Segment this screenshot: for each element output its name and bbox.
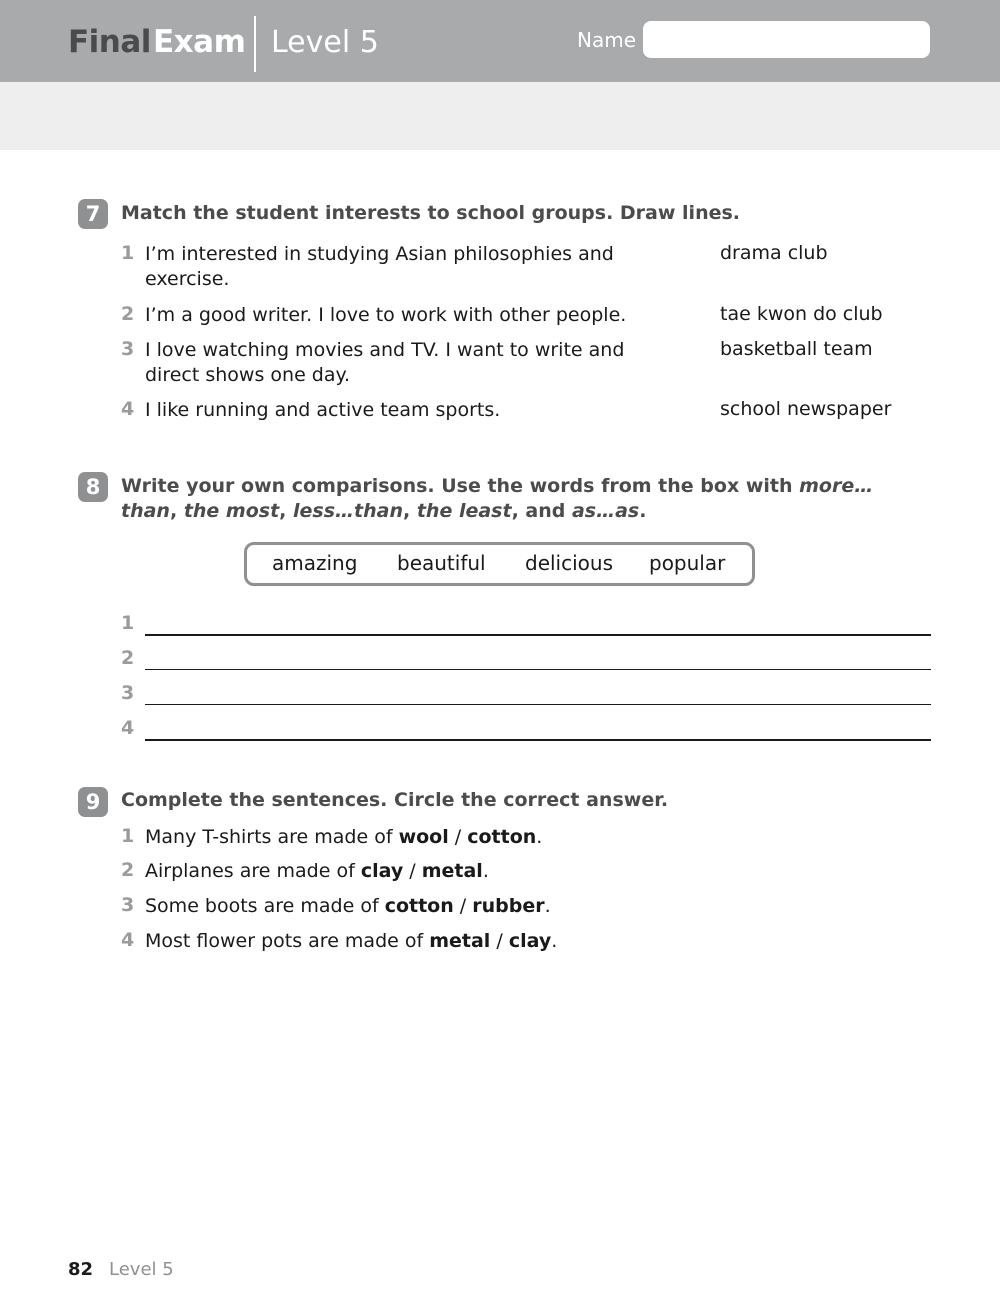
- word-beautiful: beautiful: [397, 551, 486, 575]
- ex7-item-1-number: 1: [121, 242, 135, 264]
- ex8-answer-line-2[interactable]: [145, 647, 931, 670]
- ex8-line-1-number: 1: [121, 612, 135, 634]
- group-school-newspaper[interactable]: school newspaper: [720, 398, 892, 420]
- ex9-item-2-option-metal[interactable]: metal: [421, 860, 483, 882]
- ex8-answer-line-4[interactable]: [145, 717, 931, 741]
- header-subband: [0, 82, 1000, 150]
- word-delicious: delicious: [525, 551, 613, 575]
- ex7-item-2-number: 2: [121, 303, 135, 325]
- title-final: Final: [68, 24, 151, 60]
- ex9-item-4-number: 4: [121, 929, 135, 951]
- ex7-item-1-text: I’m interested in studying Asian philosophies and exercise.: [145, 243, 614, 290]
- title-divider: [254, 16, 256, 72]
- ex8-line-4-number: 4: [121, 717, 135, 739]
- exercise-7-number: 7: [78, 199, 108, 229]
- page-number: 82: [68, 1259, 94, 1280]
- ex8-line-3-number: 3: [121, 682, 135, 704]
- exercise-7-instruction: Match the student interests to school groups. Draw lines.: [121, 202, 741, 224]
- ex9-item-1-option-wool[interactable]: wool: [398, 826, 449, 848]
- ex9-item-2-option-clay[interactable]: clay: [360, 860, 404, 882]
- name-label: Name: [577, 28, 637, 52]
- group-drama-club[interactable]: drama club: [720, 242, 828, 264]
- exercise-9-number: 9: [78, 787, 108, 817]
- exercise-8-instruction: Write your own comparisons. Use the words from the box with more…than, the most, less…than, the least, and as…as.: [121, 475, 874, 522]
- name-input[interactable]: [643, 21, 930, 58]
- ex9-item-3-option-rubber[interactable]: rubber: [472, 895, 545, 917]
- ex9-item-1-option-cotton[interactable]: cotton: [467, 826, 537, 848]
- ex7-item-4-number: 4: [121, 398, 135, 420]
- ex9-item-4-option-metal[interactable]: metal: [429, 930, 491, 952]
- ex9-item-3-text: Some boots are made of cotton / rubber.: [145, 895, 551, 917]
- group-tae-kwon-do-club[interactable]: tae kwon do club: [720, 303, 883, 325]
- ex8-answer-line-1[interactable]: [145, 612, 931, 636]
- ex7-item-2-text: I’m a good writer. I love to work with other people.: [145, 304, 627, 326]
- word-popular: popular: [649, 551, 726, 575]
- title-level: Level 5: [271, 25, 379, 60]
- ex8-line-2-number: 2: [121, 647, 135, 669]
- ex7-item-3-number: 3: [121, 338, 135, 360]
- ex9-item-2-text: Airplanes are made of clay / metal.: [145, 860, 489, 882]
- footer-level: Level 5: [109, 1259, 174, 1280]
- ex9-item-4-text: Most flower pots are made of metal / clay.: [145, 930, 558, 952]
- ex9-item-1-text: Many T-shirts are made of wool / cotton.: [145, 826, 543, 848]
- group-basketball-team[interactable]: basketball team: [720, 338, 873, 360]
- ex7-item-3-text: I love watching movies and TV. I want to write and direct shows one day.: [145, 339, 625, 386]
- ex9-item-2-number: 2: [121, 859, 135, 881]
- ex7-item-4-text: I like running and active team sports.: [145, 399, 501, 421]
- exercise-8-number: 8: [78, 472, 108, 502]
- ex9-item-3-number: 3: [121, 894, 135, 916]
- ex8-answer-line-3[interactable]: [145, 682, 931, 705]
- ex9-item-4-option-clay[interactable]: clay: [508, 930, 552, 952]
- word-amazing: amazing: [272, 551, 358, 575]
- exercise-9-instruction: Complete the sentences. Circle the correct answer.: [121, 789, 669, 811]
- title-exam: Exam: [153, 24, 246, 60]
- ex9-item-1-number: 1: [121, 825, 135, 847]
- ex9-item-3-option-cotton[interactable]: cotton: [384, 895, 454, 917]
